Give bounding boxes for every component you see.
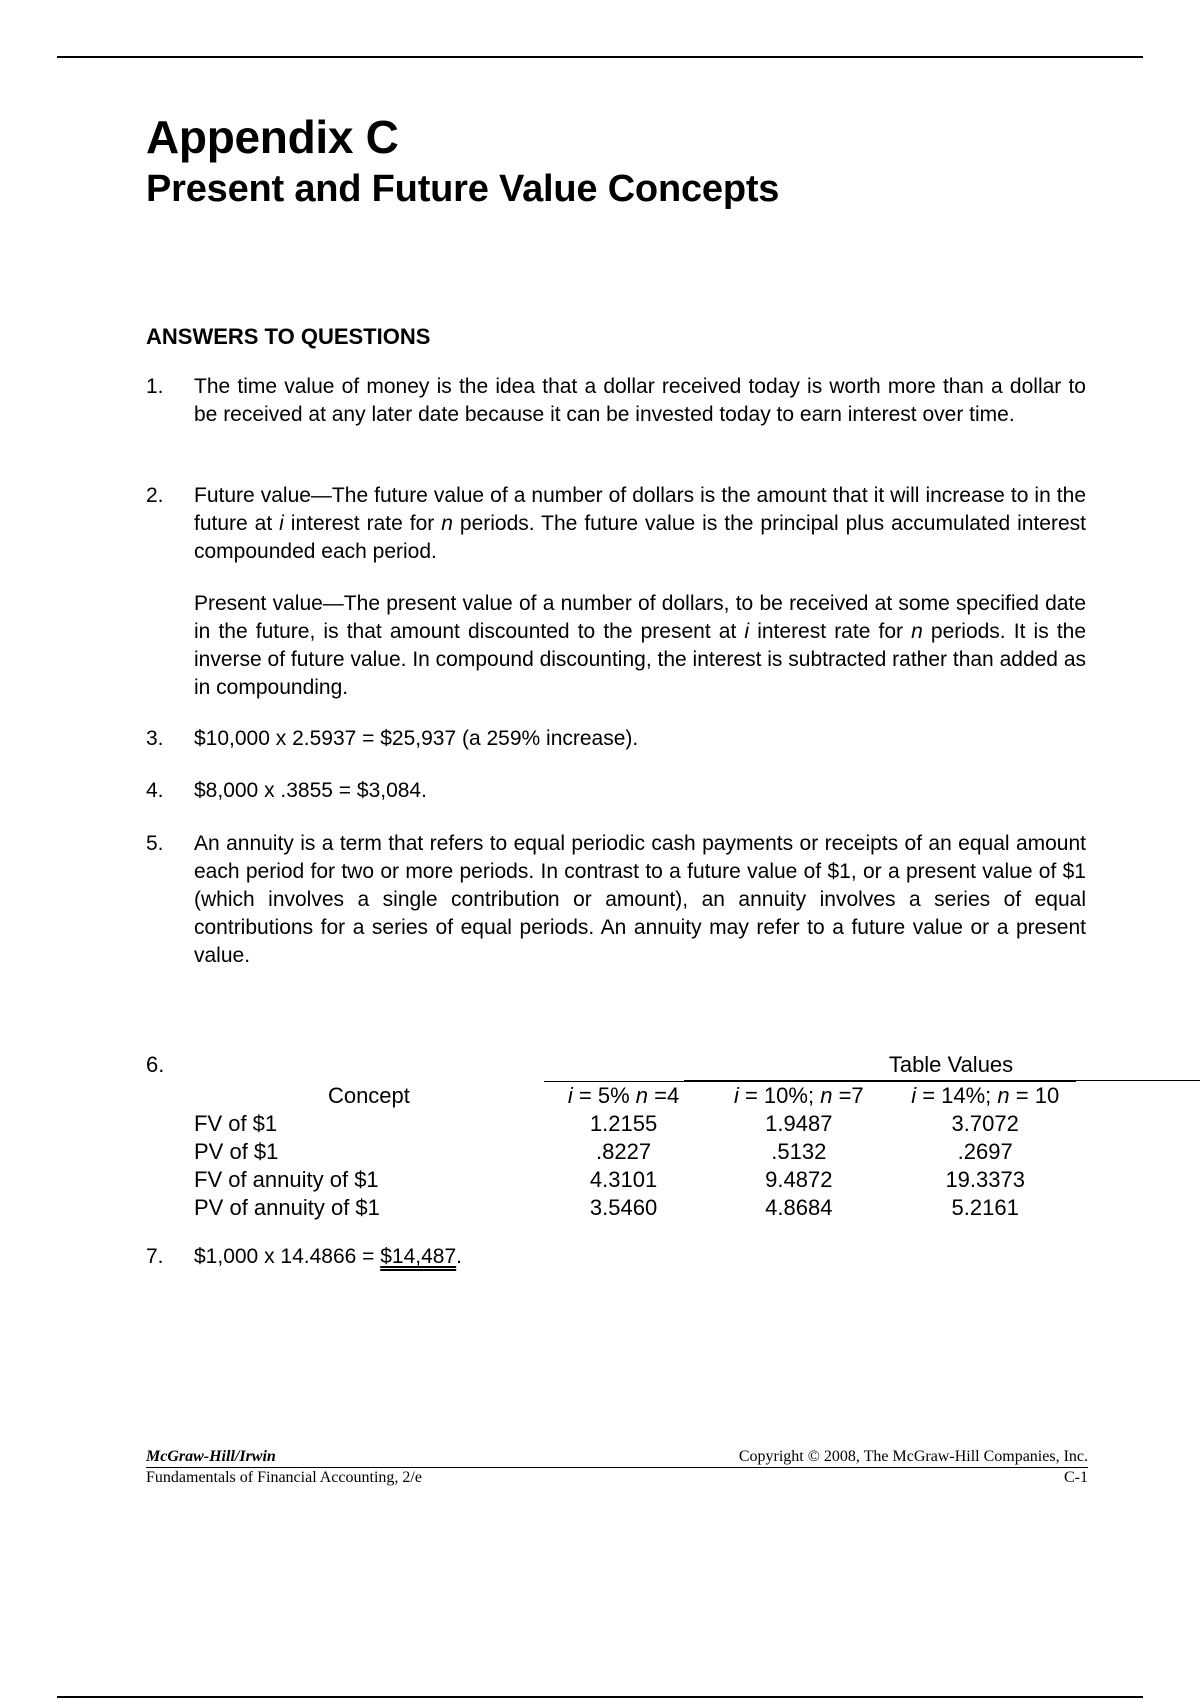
page-footer [146,1448,1088,1487]
answer-text: The time value of money is the idea that a dollar received today is worth more than a dollar to be received at any later date because it can be invested today to earn interest over time. [194,375,1086,426]
table-cell: 1.9487 [765,1111,833,1136]
page-number: C-1 [1064,1469,1088,1486]
present-value-definition: Present value—The present value of a number of dollars, to be received at some specified date in the future, is that amount discounted to the present at i interest rate for n periods. It is the inverse of future value. In compound discounting, the interest is subtracted rather than added as in compounding. [194,592,1087,699]
answer-1 [146,373,1086,429]
row-label: FV of annuity of $1 [194,1167,379,1192]
row-label: PV of $1 [194,1139,279,1164]
table-row [194,1110,1076,1138]
row-label: FV of $1 [194,1111,278,1136]
answer-text: $10,000 x 2.5937 = $25,937 (a 259% increase). [194,727,639,750]
table-cell: 4.8684 [765,1195,833,1220]
table-cell: .8227 [596,1139,652,1164]
table-header-row [194,1082,1076,1111]
answer-7 [146,1243,1086,1271]
answer-result: $14,487 [380,1245,457,1268]
answer-4 [146,777,1086,805]
table-heading: Table Values [684,1052,1200,1081]
table-cell: 3.7072 [951,1111,1019,1136]
row-label: PV of annuity of $1 [194,1195,380,1220]
answer-text: $1,000 x 14.4866 = $14,487. [194,1245,463,1268]
answer-number: 4. [146,779,164,802]
table-row [194,1166,1076,1194]
top-rule [57,56,1143,58]
table-row [194,1194,1076,1222]
table-cell: 19.3373 [945,1167,1025,1192]
answer-5 [146,830,1086,970]
bottom-rule [57,1696,1143,1698]
page-subtitle: Present and Future Value Concepts [146,168,780,210]
column-header-14pct: i = 14%; n = 10 [894,1082,1076,1111]
table-cell: 5.2161 [951,1195,1019,1220]
answer-text: $8,000 x .3855 = $3,084. [194,779,427,802]
future-value-definition: Future value—The future value of a number of dollars is the amount that it will increase to in the future at i interest rate for n periods. The future value is the principal plus accumulated interest compounded each period. [194,484,1086,563]
answer-number: 5. [146,832,164,855]
footer-book-title: Fundamentals of Financial Accounting, 2/e [146,1469,422,1486]
answer-number: 3. [146,727,164,750]
answer-text: An annuity is a term that refers to equal periodic cash payments or receipts of an equal amount each period for two or more periods. In contrast to a future value of $1, or a present value of $1 (which involves a single contribution or amount), an annuity involves a series of equal contributions for a series of equal periods. An annuity may refer to a future value or a present value. [194,832,1086,967]
answer-number: 6. [146,1052,165,1077]
answer-2 [146,482,1086,702]
table-cell: .2697 [957,1139,1013,1164]
answer-number: 7. [146,1245,164,1268]
column-header-10pct: i = 10%; n =7 [703,1082,894,1111]
answer-number: 1. [146,375,164,398]
column-header-5pct: i = 5% n =4 [544,1082,703,1111]
answer-3 [146,725,1086,753]
table-cell: 4.3101 [589,1167,658,1192]
page-title: Appendix C [146,111,399,163]
footer-publisher: McGraw-Hill/Irwin [146,1448,276,1465]
concept-header: Concept [327,1082,410,1108]
section-heading: ANSWERS TO QUESTIONS [146,324,431,349]
table-cell: 3.5460 [589,1195,658,1220]
table-cell: 1.2155 [589,1111,658,1136]
table-cell: 9.4872 [765,1167,833,1192]
table-values [194,1081,1076,1222]
footer-copyright: Copyright © 2008, The McGraw-Hill Companies, Inc. [738,1448,1088,1465]
table-cell: .5132 [771,1139,827,1164]
table-row [194,1138,1076,1166]
answer-number: 2. [146,484,164,507]
